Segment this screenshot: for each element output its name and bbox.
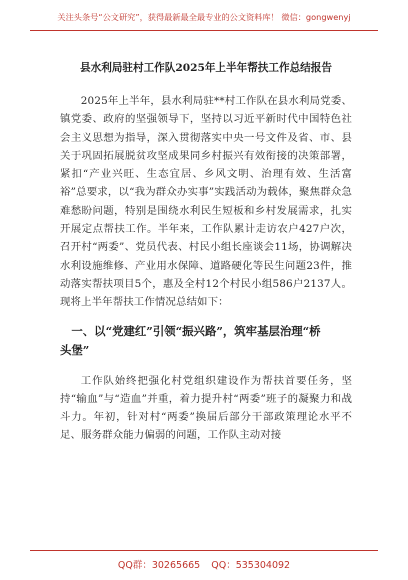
footer-divider bbox=[30, 550, 378, 551]
footer-contact bbox=[0, 557, 408, 571]
footer-qq: QQ：535304092 bbox=[211, 560, 291, 571]
section-heading-line1: 一、以“党建红”引领“振兴路”，筑牢基层治理“桥 bbox=[71, 323, 321, 338]
section-heading bbox=[60, 322, 352, 360]
document-body bbox=[60, 60, 352, 445]
intro-paragraph: 2025年上半年，县水利局驻**村工作队在县水利局党委、镇党委、政府的坚强领导下，坚持以习近平新时代中国特色社会主义思想为指导，深入贯彻落实中央一号文件及省、市、县关于巩固拓展脱贫攻坚成果同乡村振兴有效衔接的决策部署，紧扣“产业兴旺、生态宜居、乡风文明、治理有效、生活富裕”总要求，以“我为群众办实事”实践活动为载体，聚焦群众急难愁盼问题，特别是围绕水利民生短板和乡村发展需求，扎实开展定点帮扶工作。半年来，工作队累计走访农户427户次，召开村“两委”、党员代表、村民小组长座谈会11场，协调解决水利设施维修、产业用水保障、道路硬化等民生问题23件，推动落实帮扶项目5个，惠及全村12个村民小组586户2137人。现将上半年帮扶工作情况总结如下： bbox=[60, 95, 352, 309]
section-paragraph: 工作队始终把强化村党组织建设作为帮扶首要任务，坚持“输血”与“造血”并重，着力提升村“两委”班子的凝聚力和战斗力。年初，针对村“两委”换届后部分干部政策理论水平不足、服务群众能力偏弱的问题，工作队主动对接 bbox=[60, 374, 352, 442]
footer-qq-group: QQ群：30265665 bbox=[117, 560, 201, 571]
header-divider bbox=[30, 30, 378, 31]
document-title: 县水利局驻村工作队2025年上半年帮扶工作总结报告 bbox=[80, 62, 332, 74]
section-heading-line2: 头堡” bbox=[60, 342, 90, 357]
header-banner: 关注头条号“公文研究”，获得最新最全最专业的公文资料库！ 微信：gongwenyj bbox=[57, 12, 351, 22]
